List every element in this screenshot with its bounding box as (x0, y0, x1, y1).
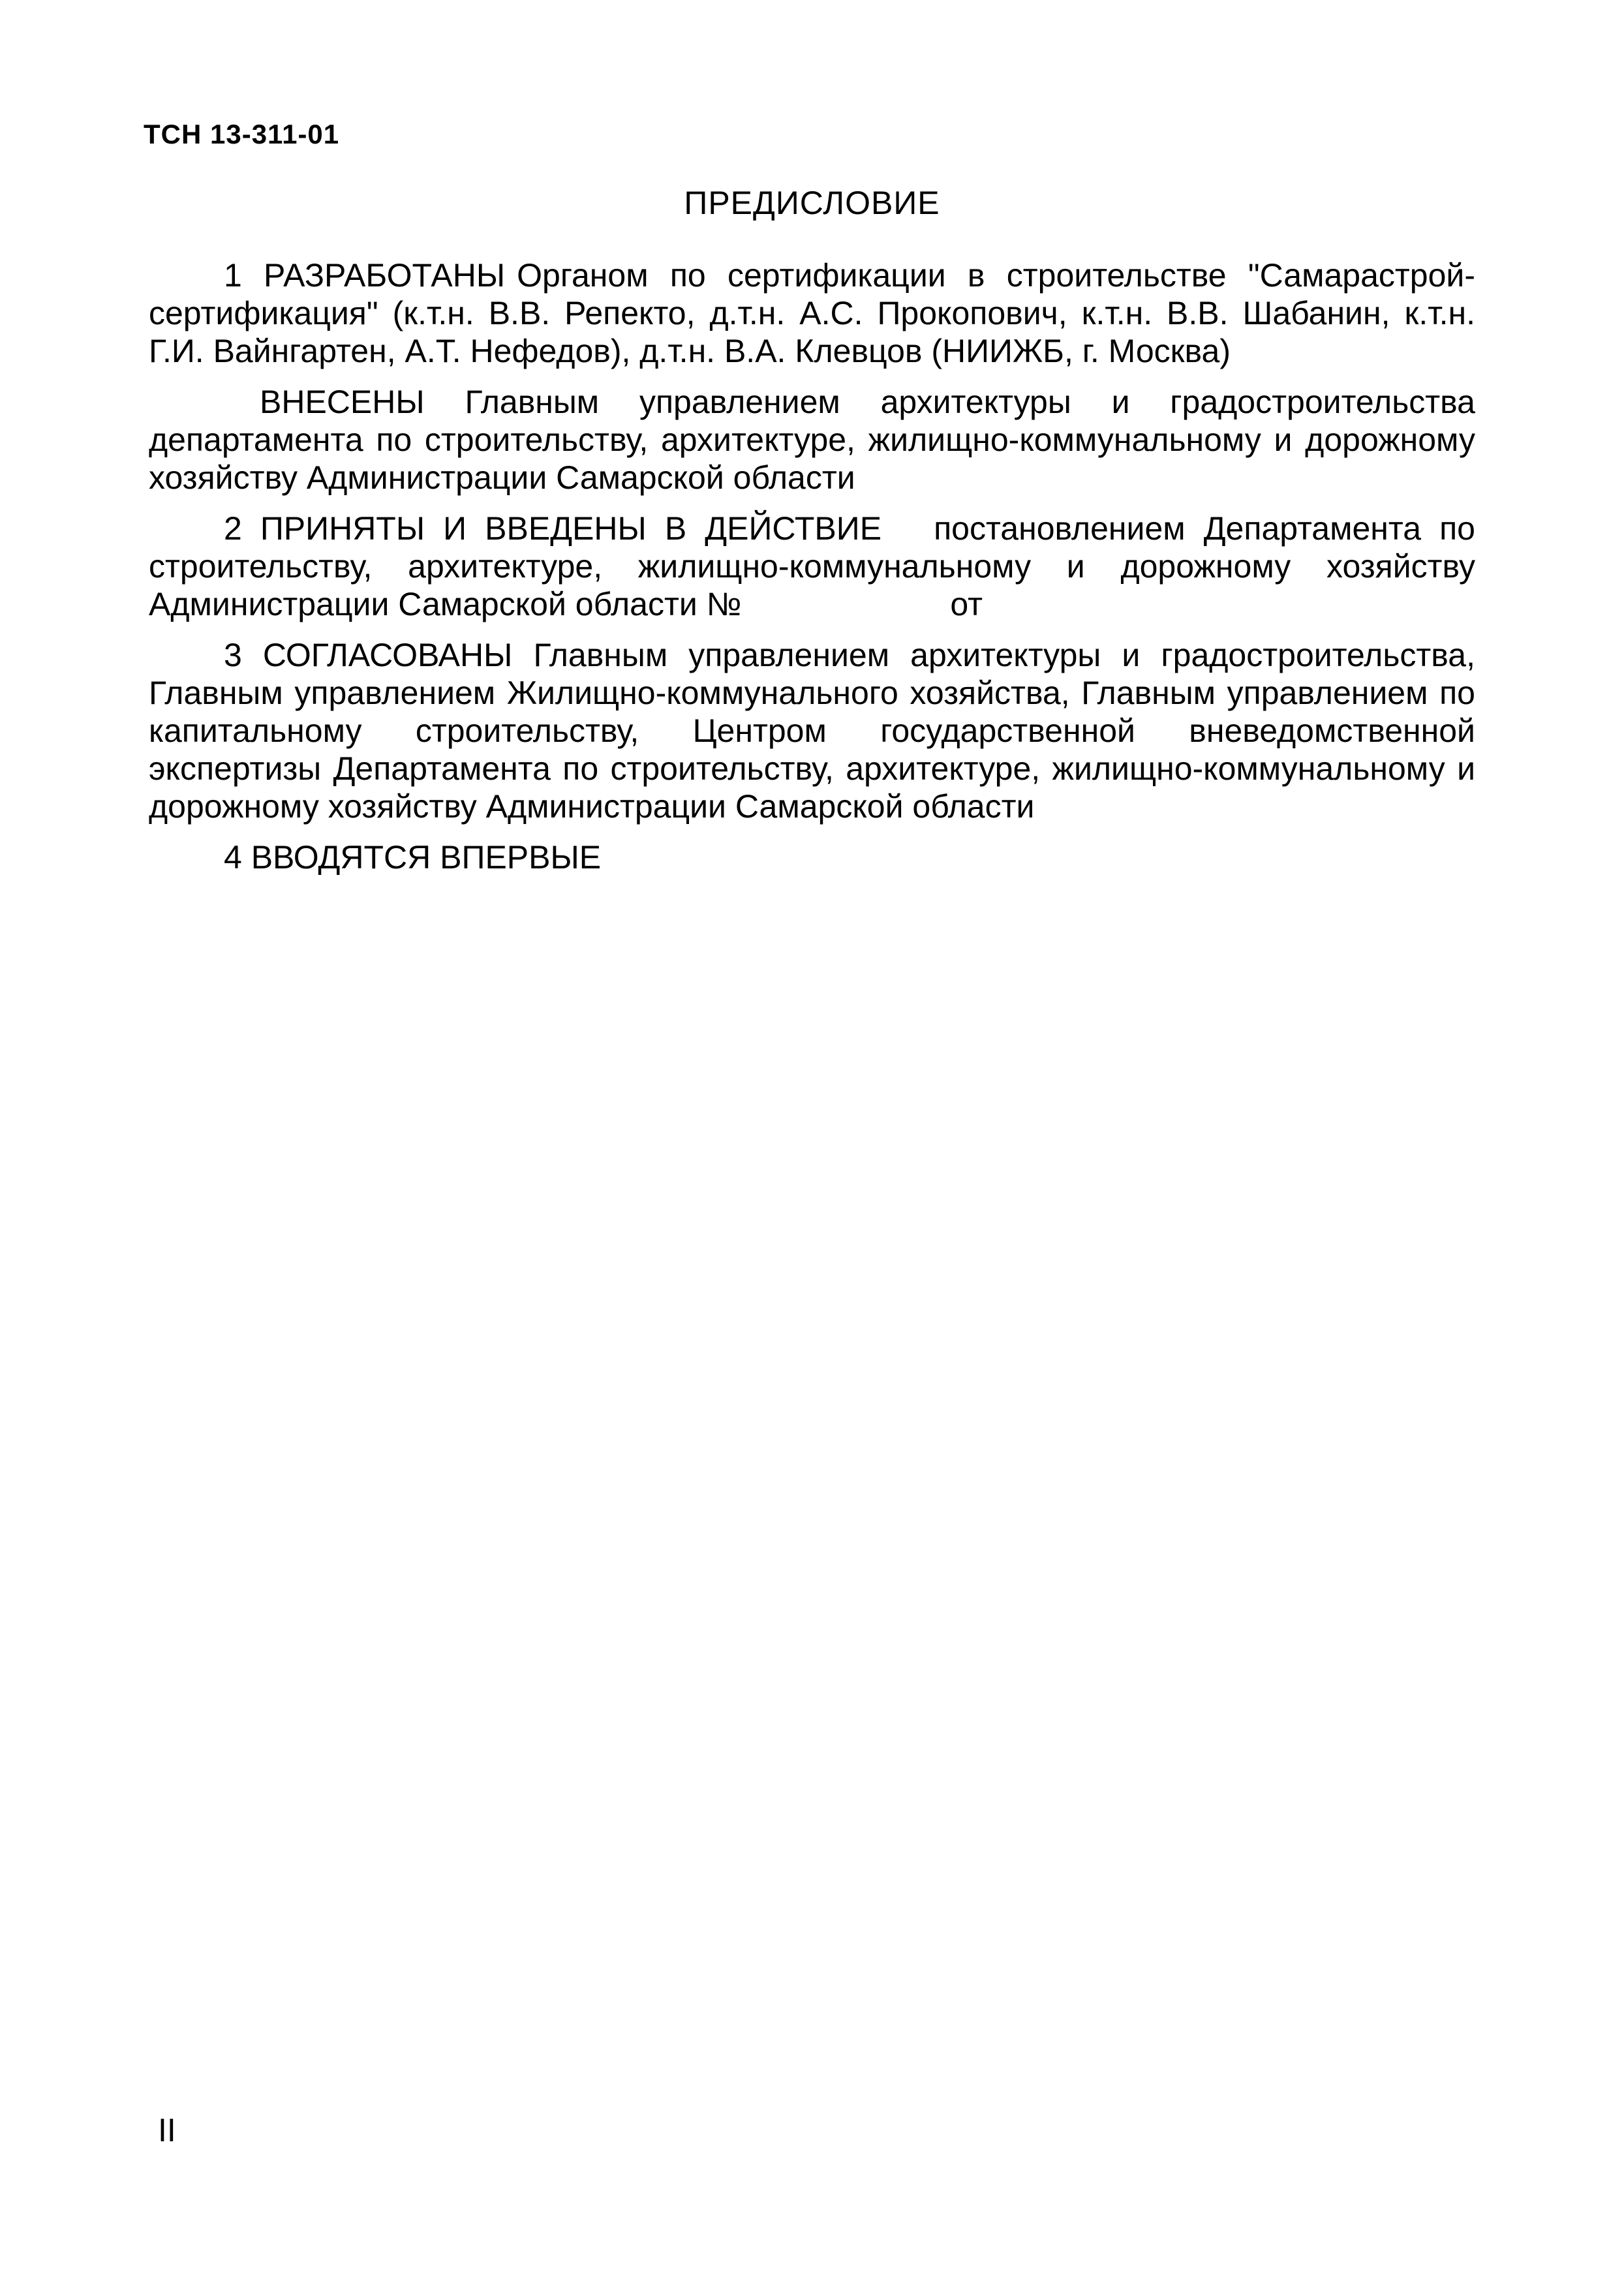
paragraph-lead: 2 ПРИНЯТЫ И ВВЕДЕНЫ В ДЕЙСТВИЕ (224, 510, 882, 547)
paragraph-lead: ВНЕСЕНЫ (260, 384, 425, 420)
paragraph-adopted (149, 510, 1475, 623)
paragraph-lead: 3 СОГЛАСОВАНЫ (224, 637, 513, 673)
preface-body (149, 256, 1475, 876)
paragraph-text: Главным управлением архитектуры и градостроительства департамента по строительству, архитектуре, жилищно-коммунальному и дорожному хозяйству Администрации Самарской области (149, 384, 1475, 496)
paragraph-text: Органом по сертификации в строительстве "Самарастрой-сертификация" (к.т.н. В.В. Репекто, д.т.н. А.С. Прокопович, к.т.н. В.В. Шабанин, к.т.н. Г.И. Вайнгартен, А.Т. Нефедов), д.т.н. В.А. Клевцов (НИИЖБ, г. Москва) (149, 257, 1475, 369)
document-code: ТСН 13-311-01 (144, 119, 340, 149)
page-number: II (158, 2112, 176, 2148)
paragraph-introduced (149, 383, 1475, 497)
paragraph-first-introduced (149, 838, 1475, 876)
paragraph-lead: 1 РАЗРАБОТАНЫ (224, 257, 506, 294)
paragraph-text: постановлением Департамента по строительству, архитектуре, жилищно-коммунальному и дорожному хозяйству Администрации Самарской области (149, 510, 1475, 622)
page-title: ПРЕДИСЛОВИЕ (684, 185, 940, 221)
paragraph-agreed (149, 636, 1475, 825)
number-label: № (706, 586, 742, 622)
date-label: от (950, 586, 983, 622)
paragraph-developed (149, 256, 1475, 370)
paragraph-text: Главным управлением архитектуры и градостроительства, Главным управлением Жилищно-коммунального хозяйства, Главным управлением по капитальному строительству, Центром государственной вневедомственной экспертизы Департамента по строительству, архитектуре, жилищно-коммунальному и дорожному хозяйству Администрации Самарской области (149, 637, 1475, 825)
paragraph-lead: 4 ВВОДЯТСЯ ВПЕРВЫЕ (224, 839, 602, 876)
